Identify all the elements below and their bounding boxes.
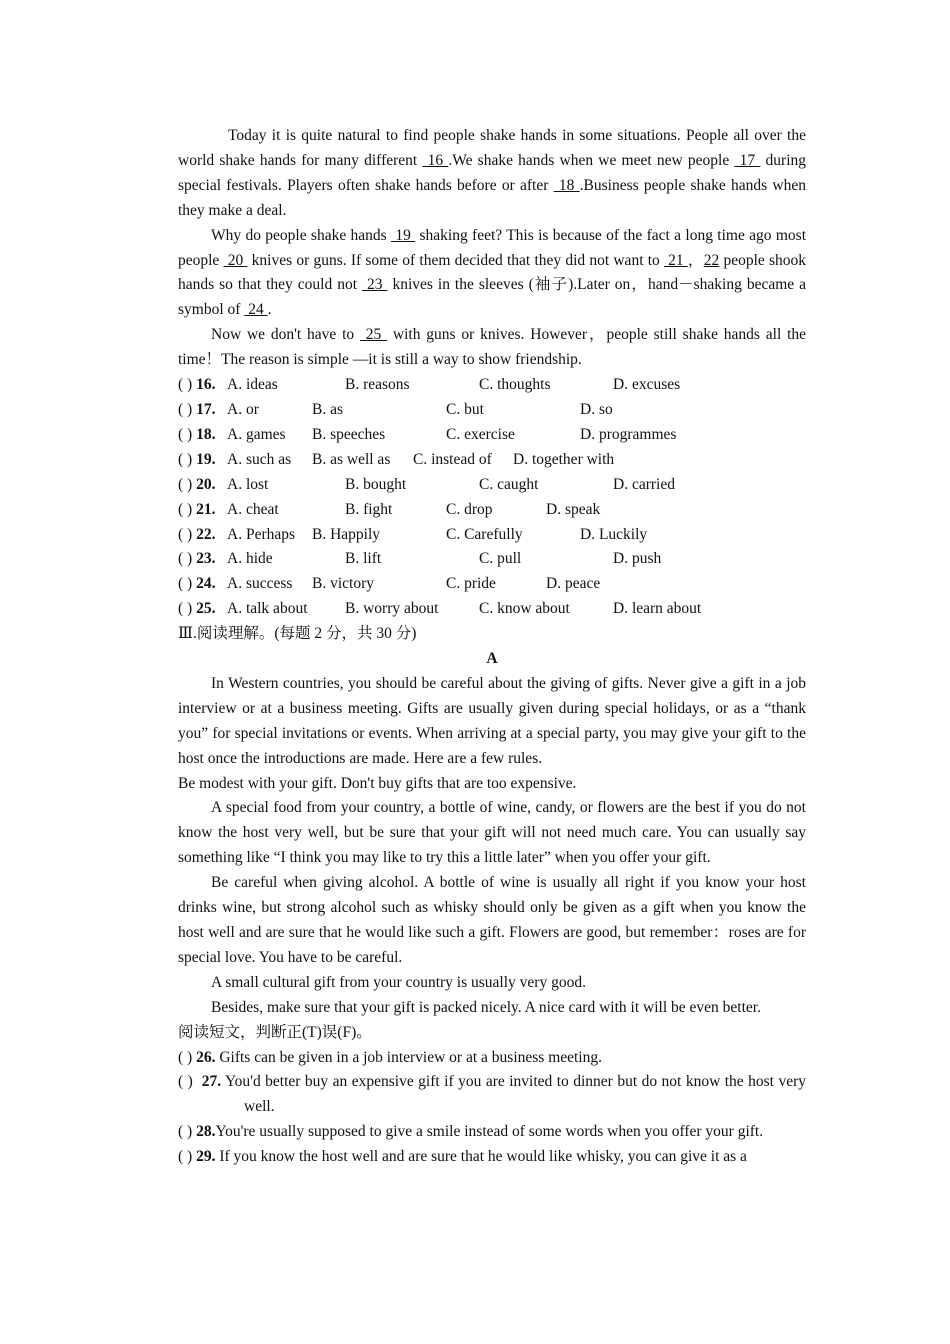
option-d: D. carried [613, 475, 675, 493]
question-number: 29. [196, 1148, 216, 1166]
option-d: D. push [613, 550, 662, 568]
cloze-paragraph-2 [178, 224, 806, 324]
reading-paragraph-1: In Western countries, you should be careful about the giving of gifts. Never give a gift in a job interview or at a business meeting. Gifts are usually given during special holidays, or as a “thank you” for special invitations or events. When arriving at a special party, you may give your gift to the host once the introductions are made. Here are a few rules. [178, 674, 806, 767]
option-b: B. reasons [345, 376, 410, 394]
answer-bracket: ( ) [178, 450, 193, 468]
text-run: shaking feet? This is because of the fact a long time ago most people [178, 226, 806, 269]
answer-bracket: ( ) [178, 400, 193, 418]
option-a: A. success [227, 575, 293, 593]
option-c: C. caught [479, 475, 539, 493]
blank-19: 19 [391, 226, 416, 244]
reading-paragraph-4: Be careful when giving alcohol. A bottle of wine is usually all right if you know your host drinks wine, but strong alcohol such as whisky should only be given as a gift when you know the host well and are sure that he would like such a gift. Flowers are good, but remember：roses are for special love. You have to be careful. [178, 874, 806, 966]
question-number: 19. [196, 450, 216, 468]
option-a: A. such as [227, 450, 292, 468]
option-c: C. pull [479, 550, 522, 568]
option-a: A. lost [227, 475, 269, 493]
text-run: Today it is quite natural to find people shake hands in some situations. People all over the world shake hands for many different [178, 127, 806, 169]
instruction: 阅读短文，判断正(T)误(F)。 [178, 1023, 372, 1041]
question-19 [178, 448, 806, 473]
question-number: 24. [196, 575, 216, 593]
text-run: people shook hands so that they could not [178, 251, 806, 294]
blank-16: 16 [422, 151, 449, 169]
question-23 [178, 547, 806, 572]
question-text: If you know the host well and are sure that he would like whisky, you can give it as a [219, 1148, 747, 1166]
blank-24: 24 [244, 301, 268, 319]
option-b: B. as [312, 400, 343, 418]
question-text: You're usually supposed to give a smile instead of some words when you offer your gift. [215, 1123, 764, 1141]
option-b: B. speeches [312, 425, 386, 443]
answer-bracket: ( ) [178, 1148, 193, 1166]
text-run: with guns or knives. However，people still shake hands all the time！The reason is simple —it is still a way to show friendship. [178, 326, 807, 369]
option-d: D. excuses [613, 376, 681, 394]
question-number: 27. [201, 1073, 222, 1091]
option-d: D. learn about [613, 600, 702, 618]
reading-paragraph-2: Be modest with your gift. Don't buy gifts that are too expensive. [178, 774, 577, 792]
option-a: A. or [227, 400, 259, 418]
blank-21: 21 [663, 251, 688, 269]
option-c: C. pride [446, 575, 496, 593]
question-number: 28. [196, 1123, 216, 1141]
text-run: Now we don't have to [211, 326, 360, 344]
question-number: 18. [196, 425, 216, 443]
option-a: A. talk about [227, 600, 308, 618]
question-label [178, 398, 227, 423]
question-label [178, 448, 227, 473]
cloze-paragraph-3 [178, 323, 806, 373]
text-run: Why do people shake hands [211, 226, 392, 244]
answer-bracket: ( ) [178, 475, 193, 493]
blank-22: 22 [703, 251, 720, 269]
option-c: C. know about [479, 600, 570, 618]
question-label [178, 597, 227, 622]
question-number: 21. [196, 500, 216, 518]
question-label [178, 523, 227, 548]
tf-question-29 [178, 1145, 806, 1170]
text-run: . [267, 301, 272, 319]
question-number: 16. [196, 376, 216, 394]
option-d: D. peace [546, 575, 601, 593]
tf-question-26 [178, 1046, 806, 1071]
option-a: A. Perhaps [227, 525, 296, 543]
reading-paragraph-6: Besides, make sure that your gift is packed nicely. A nice card with it will be even better. [211, 998, 761, 1016]
text-run: .Business people shake hands when they make a deal. [178, 176, 806, 219]
answer-bracket: ( ) [178, 425, 193, 443]
option-b: B. as well as [312, 450, 391, 468]
answer-bracket: ( ) [178, 376, 193, 394]
question-20 [178, 473, 806, 498]
answer-bracket: ( ) [178, 500, 193, 518]
option-c: C. instead of [413, 450, 492, 468]
option-b: B. Happily [312, 525, 381, 543]
question-22 [178, 523, 806, 548]
option-a: A. games [227, 425, 286, 443]
text-run: knives or guns. If some of them decided that they did not want to [247, 251, 664, 269]
blank-23: 23 [362, 276, 388, 294]
cloze-questions [178, 373, 806, 622]
question-25 [178, 597, 806, 622]
answer-bracket: ( ) [178, 1123, 193, 1141]
answer-bracket: ( ) [178, 1048, 193, 1066]
option-b: B. victory [312, 575, 374, 593]
text-run: knives in the sleeves (袖子).Later on，hand－shaking became a symbol of [178, 276, 806, 319]
option-d: D. programmes [580, 425, 677, 443]
option-a: A. ideas [227, 376, 278, 394]
tf-question-27 [178, 1070, 806, 1120]
question-label [178, 547, 227, 572]
question-label [178, 572, 227, 597]
option-b: B. worry about [345, 600, 439, 618]
question-number: 22. [196, 525, 216, 543]
question-number: 20. [196, 475, 216, 493]
answer-bracket: ( ) [178, 525, 193, 543]
question-24 [178, 572, 806, 597]
question-text: You'd better buy an expensive gift if you are invited to dinner but do not know the host very well. [225, 1073, 806, 1116]
question-number: 17. [196, 400, 216, 418]
question-number: 25. [196, 600, 216, 618]
blank-17: 17 [734, 151, 761, 169]
question-21 [178, 498, 806, 523]
answer-bracket: ( ) [178, 1073, 193, 1091]
blank-18: 18 [553, 176, 580, 194]
option-c: C. Carefully [446, 525, 523, 543]
option-d: D. so [580, 400, 613, 418]
answer-bracket: ( ) [178, 600, 193, 618]
text-run: ， [687, 251, 704, 269]
question-number: 26. [196, 1048, 216, 1066]
question-18 [178, 423, 806, 448]
option-d: D. together with [513, 450, 615, 468]
answer-bracket: ( ) [178, 550, 193, 568]
answer-bracket: ( ) [178, 575, 193, 593]
blank-20: 20 [223, 251, 248, 269]
question-text: Gifts can be given in a job interview or at a business meeting. [219, 1048, 602, 1066]
reading-paragraph-3: A special food from your country, a bottle of wine, candy, or flowers are the best if you do not know the host very well, but be sure that your gift will not need much care. You can usually say something like “I think you may like to try this a little later” when you offer your gift. [178, 799, 806, 867]
text-run: during special festivals. Players often shake hands before or after [178, 151, 806, 194]
question-label [178, 423, 227, 448]
option-c: C. thoughts [479, 376, 551, 394]
option-b: B. lift [345, 550, 382, 568]
option-c: C. drop [446, 500, 493, 518]
option-b: B. fight [345, 500, 393, 518]
question-number: 23. [196, 550, 216, 568]
question-label [178, 473, 227, 498]
part-heading: A [486, 650, 498, 668]
question-label [178, 373, 227, 398]
option-d: D. speak [546, 500, 601, 518]
reading-paragraph-5: A small cultural gift from your country is usually very good. [211, 973, 586, 991]
cloze-paragraph-1 [178, 124, 806, 224]
text-run: .We shake hands when we meet new people [448, 151, 735, 169]
tf-question-28 [178, 1120, 806, 1145]
option-b: B. bought [345, 475, 407, 493]
question-16 [178, 373, 806, 398]
option-d: D. Luckily [580, 525, 648, 543]
option-a: A. hide [227, 550, 273, 568]
question-17 [178, 398, 806, 423]
blank-25: 25 [359, 326, 388, 344]
section-title: Ⅲ.阅读理解。(每题 2 分，共 30 分) [178, 625, 417, 643]
option-c: C. but [446, 400, 484, 418]
option-a: A. cheat [227, 500, 279, 518]
question-label [178, 498, 227, 523]
option-c: C. exercise [446, 425, 515, 443]
document-page [178, 124, 806, 1170]
